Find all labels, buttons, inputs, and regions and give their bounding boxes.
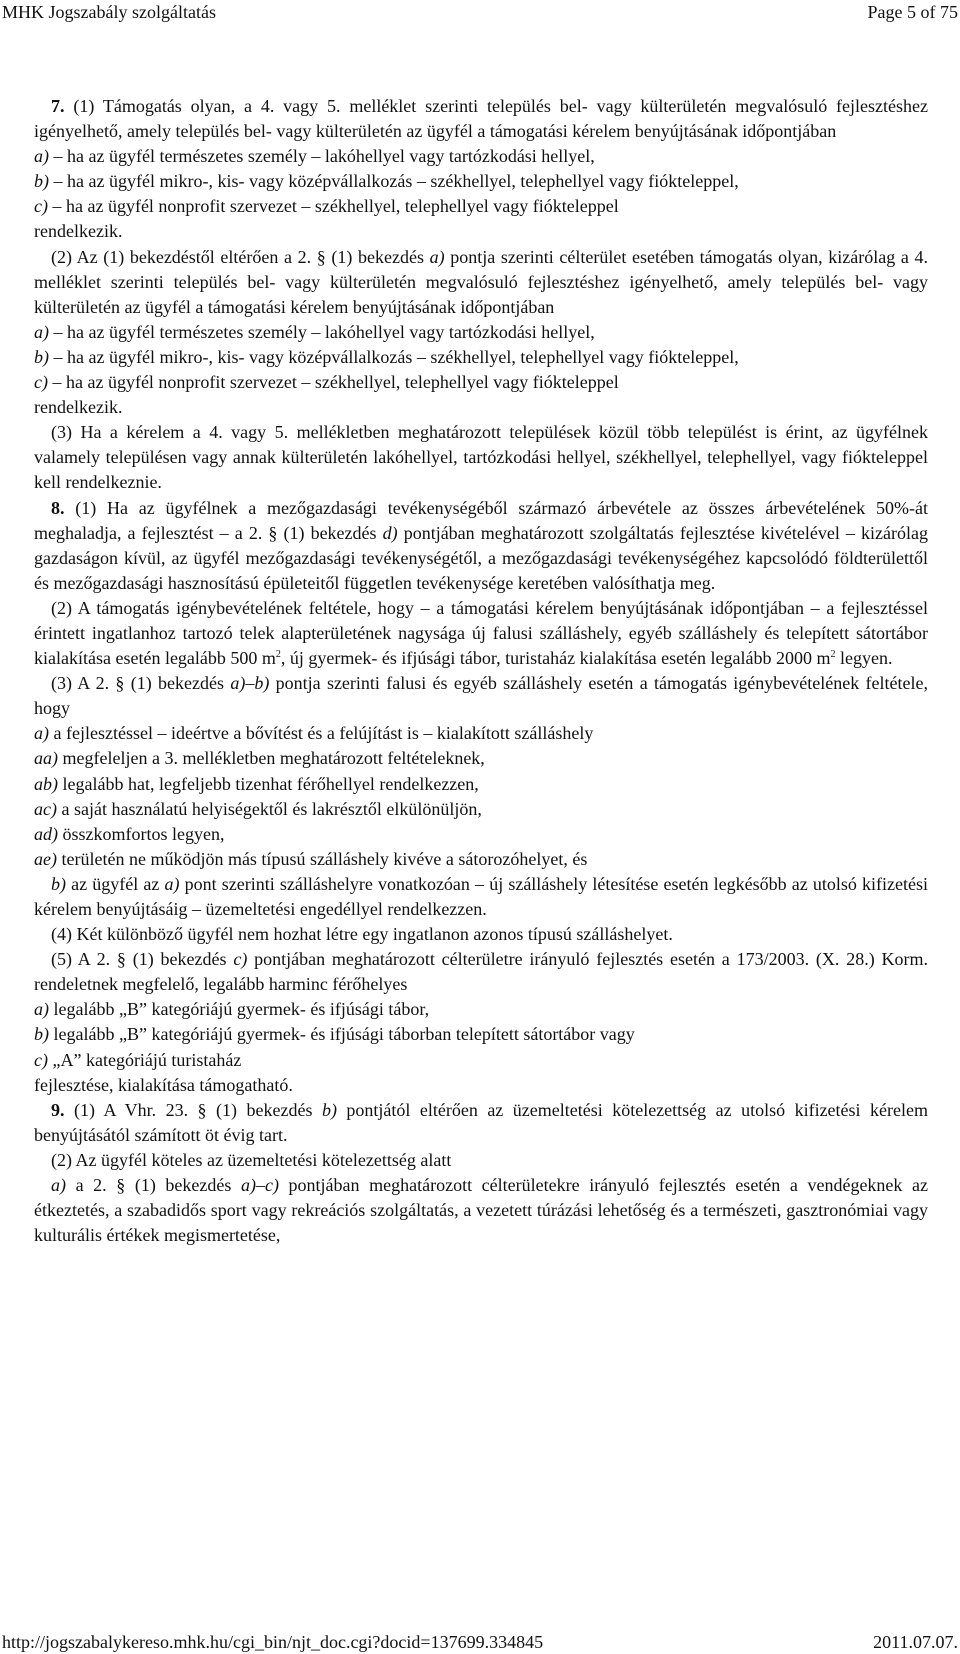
item-text: legalább „B” kategóriájú gyermek- és ifjúsági tábor, xyxy=(49,999,430,1020)
italic-ref: a)–b) xyxy=(230,673,270,694)
paragraph-text: , új gyermek- és ifjúsági tábor, turistaház kialakítása esetén legalább 2000 m xyxy=(280,648,831,669)
s8-p3-item-ad xyxy=(34,822,928,847)
s8-p5-item-c xyxy=(34,1048,928,1073)
item-text: – ha az ügyfél nonprofit szervezet – székhellyel, telephellyel vagy fiókteleppel xyxy=(47,372,619,393)
paragraph-text: (1) A Vhr. 23. § (1) bekezdés xyxy=(73,1099,322,1120)
s8-p3-item-a xyxy=(34,721,928,746)
item-marker: a) xyxy=(51,1175,66,1196)
s8-p3-item-ac xyxy=(34,797,928,822)
paragraph-text: (5) A 2. § (1) bekezdés xyxy=(51,949,234,970)
italic-ref: c) xyxy=(233,949,248,970)
s8-paragraph-4: (4) Két különböző ügyfél nem hozhat létre egy ingatlanon azonos típusú szálláshelyet. xyxy=(51,924,673,945)
item-text: területén ne működjön más típusú szálláshely kivéve a sátorozóhelyet, és xyxy=(56,848,588,869)
s7-p1-end: rendelkezik. xyxy=(34,221,123,242)
s8-p5-item-b xyxy=(34,1022,928,1047)
item-text: legalább hat, legfeljebb tizenhat férőhellyel rendelkezzen, xyxy=(58,773,479,794)
footer-date: 2011.07.07. xyxy=(873,1632,958,1652)
paragraph-text: (3) A 2. § (1) bekezdés xyxy=(51,673,231,694)
item-marker: a) xyxy=(34,723,49,744)
item-marker: c) xyxy=(34,372,48,393)
s8-p3-item-ab xyxy=(34,772,928,797)
item-text: megfeleljen a 3. mellékletben meghatározott feltételeknek, xyxy=(58,748,485,769)
paragraph-text: pontjában meghatározott célterületre irányuló fejlesztés esetén a 173/2003. (X. 28.) Korm. rendeletnek megfelelő, legalább harminc férőhelyes xyxy=(34,949,928,995)
item-marker: a) xyxy=(34,146,49,167)
s7-p1-item-c xyxy=(34,194,928,219)
s8-p3-item-aa xyxy=(34,746,928,771)
item-text: – ha az ügyfél nonprofit szervezet – székhellyel, telephellyel vagy fiókteleppel xyxy=(47,196,619,217)
item-marker: b) xyxy=(51,873,66,894)
s7-p2-item-a xyxy=(34,320,928,345)
s8-paragraph-3 xyxy=(34,671,928,721)
s8-p5-item-a xyxy=(34,997,928,1022)
item-text: összkomfortos legyen, xyxy=(58,823,225,844)
item-marker: b) xyxy=(34,1024,49,1045)
item-text: a fejlesztéssel – ideértve a bővítést és a felújítást is – kialakított szálláshely xyxy=(49,723,594,744)
item-marker: ae) xyxy=(34,848,57,869)
s7-paragraph-1 xyxy=(34,94,928,144)
s8-paragraph-1 xyxy=(34,496,928,596)
s8-paragraph-5 xyxy=(34,947,928,997)
s7-p1-item-a xyxy=(34,144,928,169)
item-text: a 2. § (1) bekezdés xyxy=(66,1175,241,1196)
paragraph-text: (1) Ha az ügyfélnek a mezőgazdasági tevékenységéből származó árbevétele az összes árbevételének 50%-át meghaladja, a fejlesztést – a 2. § (1) bekezdés xyxy=(34,497,928,543)
item-text: – ha az ügyfél természetes személy – lakóhellyel vagy tartózkodási hellyel, xyxy=(49,321,595,342)
italic-ref: a) xyxy=(164,873,180,894)
s7-p1-item-b xyxy=(34,169,928,194)
item-text: pont szerinti szálláshelyre vonatkozóan – új szálláshely létesítése esetén legkésőbb az utolsó kifizetési kérelem benyújtásáig – üzemeltetési engedéllyel rendelkezzen. xyxy=(34,873,928,919)
paragraph-text: legyen. xyxy=(835,648,893,669)
item-marker: b) xyxy=(34,346,49,367)
superscript: 2 xyxy=(830,649,836,661)
s7-p2-item-c xyxy=(34,370,928,395)
item-marker: a) xyxy=(34,999,49,1020)
item-text: legalább „B” kategóriájú gyermek- és ifjúsági táborban telepített sátortábor vagy xyxy=(49,1024,635,1045)
page-footer xyxy=(0,1631,960,1653)
s9-p2-item-a xyxy=(34,1173,928,1248)
italic-ref: b) xyxy=(321,1099,337,1120)
s7-p2-end: rendelkezik. xyxy=(34,397,123,418)
item-marker: b) xyxy=(34,171,49,192)
header-site-title: MHK Jogszabály szolgáltatás xyxy=(2,2,216,22)
s9-paragraph-1 xyxy=(34,1098,928,1148)
italic-ref: a) xyxy=(429,246,445,267)
italic-ref: a)–c) xyxy=(240,1175,279,1196)
item-marker: aa) xyxy=(34,748,58,769)
item-text: – ha az ügyfél természetes személy – lakóhellyel vagy tartózkodási hellyel, xyxy=(49,146,595,167)
s8-p5-end: fejlesztése, kialakítása támogatható. xyxy=(34,1074,293,1095)
superscript: 2 xyxy=(275,649,281,661)
footer-url: http://jogszabalykereso.mhk.hu/cgi_bin/njt_doc.cgi?docid=137699.334845 xyxy=(2,1632,544,1652)
item-text: – ha az ügyfél mikro-, kis- vagy középvállalkozás – székhellyel, telephellyel vagy fiókteleppel, xyxy=(49,346,739,367)
paragraph-text: (1) Támogatás olyan, a 4. vagy 5. melléklet szerinti település bel- vagy külterületén megvalósuló fejlesztéshez igényelhető, amely település bel- vagy külterületén az ügyfél a támogatási kérelem benyújtásának időpontjában xyxy=(34,96,928,142)
page-header xyxy=(0,0,960,24)
paragraph-text: (2) Az (1) bekezdéstől eltérően a 2. § (1) bekezdés xyxy=(51,246,430,267)
s8-p3-item-b xyxy=(34,872,928,922)
section-number: 8. xyxy=(51,497,65,518)
paragraph-text: pontja szerinti célterület esetében támogatás olyan, kizárólag a 4. melléklet szerinti település bel- vagy külterületén megvalósuló fejlesztéshez igényelhető, amely település bel- vagy külterületén az ügyfél a támogatási kérelem benyújtásának időpontjában xyxy=(34,246,928,317)
paragraph-text: (2) A támogatás igénybevételének feltétele, hogy – a támogatási kérelem benyújtásának időpontjában – a fejlesztéssel érintett ingatlanhoz tartozó telek alapterületének nagysága új falusi szálláshely, egyéb szálláshely és telepített sátortábor kialakítása esetén legalább 500 m xyxy=(34,597,928,669)
item-marker: c) xyxy=(34,1049,48,1070)
s7-paragraph-3: (3) Ha a kérelem a 4. vagy 5. mellékletben meghatározott települések közül több települést is érint, az ügyfélnek valamely településen vagy annak külterületén lakóhellyel, tartózkodási hellyel, székhellyel, telephellyel, vagy fiókteleppel kell rendelkeznie. xyxy=(34,422,928,493)
document-body xyxy=(34,94,928,1248)
s7-paragraph-2 xyxy=(34,245,928,320)
item-marker: ac) xyxy=(34,798,57,819)
item-marker: ab) xyxy=(34,773,58,794)
paragraph-text: pontja szerinti falusi és egyéb szálláshely esetén a támogatás igénybevételének feltétele, hogy xyxy=(34,673,928,719)
s7-p2-item-b xyxy=(34,345,928,370)
s8-p3-item-ae xyxy=(34,847,928,872)
item-marker: c) xyxy=(34,196,48,217)
paragraph-text: pontjában meghatározott szolgáltatás fejlesztése kivételével – kizárólag gazdaságon kívül, az ügyfél mezőgazdasági tevékenységétől, a mezőgazdasági tevékenységéhez kapcsolódó földterülettől és mezőgazdasági hasznosítású épületeitől független tevékenysége keretében valósíthatja meg. xyxy=(34,522,928,593)
s8-paragraph-2 xyxy=(34,596,928,671)
section-number: 9. xyxy=(51,1099,65,1120)
header-page-number: Page 5 of 75 xyxy=(867,2,958,22)
item-marker: a) xyxy=(34,321,49,342)
paragraph-text: pontjától eltérően az üzemeltetési kötelezettség az utolsó kifizetési kérelem benyújtásától számított öt évig tart. xyxy=(34,1099,928,1145)
italic-ref: d) xyxy=(382,522,398,543)
item-text: a saját használatú helyiségektől és lakrésztől elkülönüljön, xyxy=(56,798,482,819)
item-marker: ad) xyxy=(34,823,58,844)
item-text: „A” kategóriájú turistaház xyxy=(47,1049,242,1070)
section-number: 7. xyxy=(51,96,65,116)
item-text: az ügyfél az xyxy=(66,873,165,894)
item-text: – ha az ügyfél mikro-, kis- vagy középvállalkozás – székhellyel, telephellyel vagy fiókteleppel, xyxy=(49,171,739,192)
s9-paragraph-2: (2) Az ügyfél köteles az üzemeltetési kötelezettség alatt xyxy=(51,1149,452,1170)
item-text: pontjában meghatározott célterületekre irányuló fejlesztés esetén a vendégeknek az étkeztetés, a szabadidős sport vagy rekreációs szolgáltatás, a vezetett túrázási lehetőség és a természeti, gasztronómiai vagy kulturális értékek megismertetése, xyxy=(34,1175,928,1246)
